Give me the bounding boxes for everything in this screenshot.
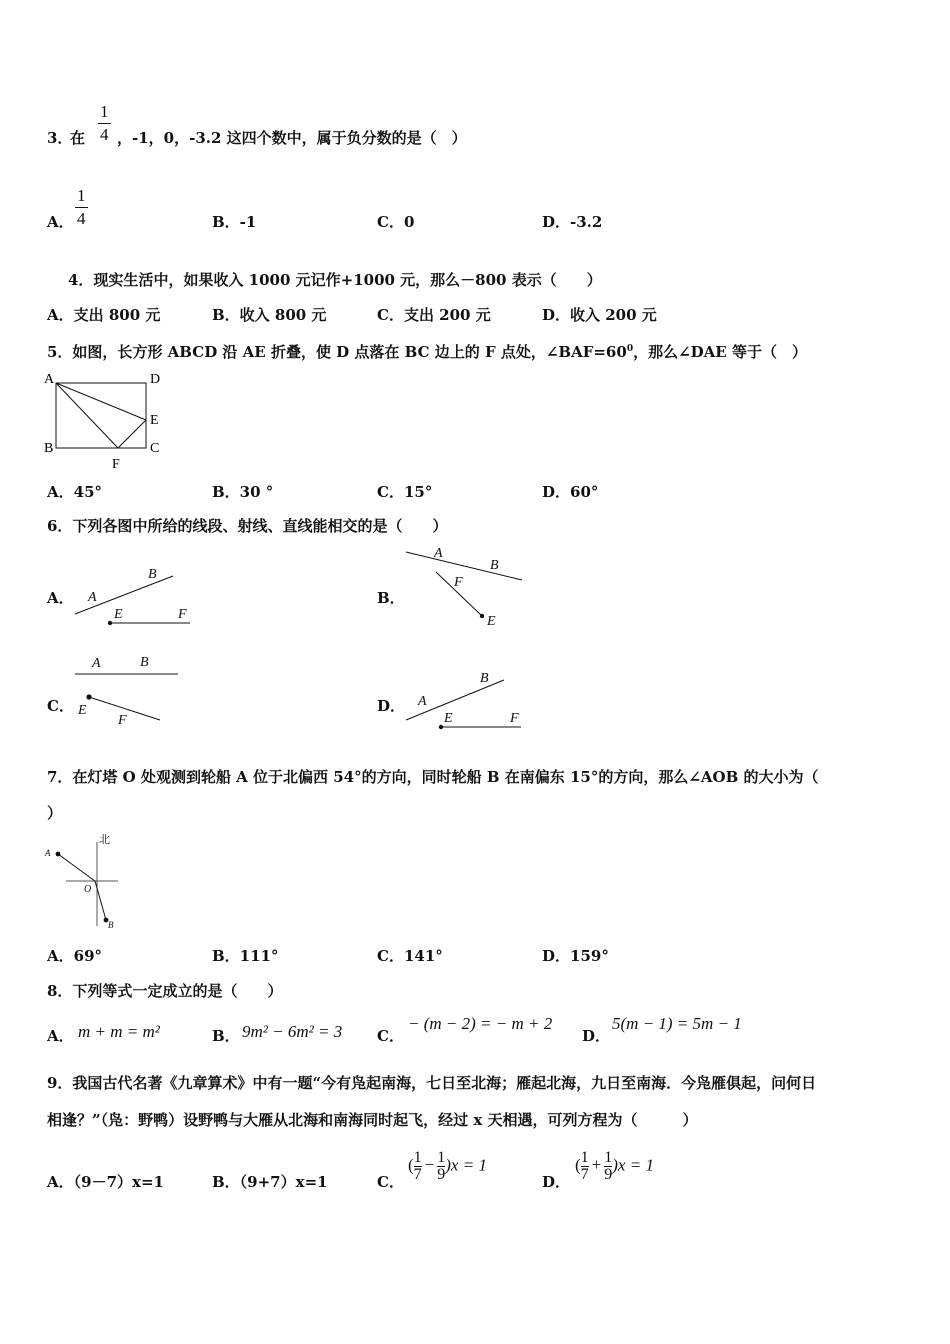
q9-c-frac1-num: 1 [413,1149,422,1166]
q5-option-b: B．30 ° [212,483,274,501]
q7-option-b: B．111° [212,947,279,965]
q9-option-c-open: ( [408,1155,414,1175]
q6b-label-a: A [434,546,443,561]
q3-option-a-label: A． [47,213,74,231]
q5-label-d: D [150,372,161,387]
q5-rectangle-abcd [56,383,146,448]
q8-option-c-label: C． [377,1027,404,1045]
q5-stem [47,339,807,362]
q6b-label-b: B [490,558,499,573]
q8-option-a-label: A． [47,1027,74,1045]
q8-option-d-expr: 5(m − 1) = 5m − 1 [612,1014,742,1033]
q5-rectangle-figure [40,368,170,474]
q6d-label-e: E [444,711,453,726]
q6d-label-a: A [418,694,427,709]
q6c-label-e: E [78,703,87,718]
q6a-label-f: F [178,607,187,622]
q7-label-o: O [84,884,92,895]
q7-stem-cont: ） [47,804,63,822]
q9-option-d-frac-1 [581,1150,589,1183]
q8-option-b-expr: 9m² − 6m² = 3 [242,1022,343,1041]
q3-option-a-denominator: 4 [77,209,86,228]
q9-option-a: A．（9－7）x=1 [47,1173,164,1191]
q9-d-frac1-den: 7 [580,1166,589,1183]
q3-option-d: D．-3.2 [542,213,603,231]
q5-stem-tail: ，那么∠DAE 等于（ ） [633,343,807,361]
q6c-point-e [86,694,91,699]
q5-option-c: C．15° [377,483,433,501]
q3-fraction-numerator: 1 [98,101,111,124]
q7-point-a [56,852,61,857]
q5-label-b: B [44,441,54,456]
q9-stem-line1: 9．我国古代名著《九章算术》中有一题“今有凫起南海，七日至北海；雁起北海，九日至南海．今凫雁俱起，问何日 [47,1074,817,1092]
q3-fraction-denominator: 4 [100,125,109,144]
q6c-label-a: A [92,656,101,671]
q5-label-e: E [150,413,159,428]
q6-option-c-figure [70,648,190,728]
q9-option-c-label: C． [377,1173,404,1191]
q6b-line-ab [406,552,522,580]
q8-option-b-label: B． [212,1027,240,1045]
q5-line-fe [118,420,146,448]
q4-option-d: D．收入 200 元 [542,306,657,324]
q9-option-b: B．（9+7）x=1 [212,1173,328,1191]
q8-option-d-label: D． [582,1027,611,1045]
q6-option-d-figure [400,668,530,734]
q3-option-b: B．-1 [212,213,257,231]
q3-option-a-numerator: 1 [75,185,88,208]
q9-c-frac2-num: 1 [437,1149,446,1166]
q7-stem: 7．在灯塔 O 处观测到轮船 A 位于北偏西 54°的方向，同时轮船 B 在南偏东 15°的方向，那么∠AOB 的大小为（ [47,768,819,786]
q9-option-d-op: + [591,1155,602,1175]
q7-option-a: A．69° [47,947,103,965]
q6b-label-f: F [454,575,463,590]
q6a-label-e: E [114,607,123,622]
q6c-label-b: B [140,655,149,670]
q7-compass-figure [40,830,130,932]
q6-option-b-figure [400,542,530,632]
q6a-point-e [108,621,112,625]
q9-option-c-op: − [424,1155,435,1175]
q6-option-a-figure [70,562,200,632]
q4-option-b: B．收入 800 元 [212,306,327,324]
q6-stem: 6．下列各图中所给的线段、射线、直线能相交的是（ ） [47,517,448,535]
q6b-label-e: E [487,614,496,629]
q9-c-frac2-den: 9 [437,1166,446,1183]
q8-option-a-expr: m + m = m² [78,1022,160,1041]
q9-d-frac1-num: 1 [580,1149,589,1166]
q6-option-c-label: C． [47,697,74,715]
q8-stem: 8．下列等式一定成立的是（ ） [47,982,283,1000]
q6-option-b-label: B． [377,589,405,607]
q9-c-frac1-den: 7 [413,1166,422,1183]
q9-option-c-frac-1 [414,1150,422,1183]
q6-option-a-label: A． [47,589,74,607]
q7-option-c: C．141° [377,947,443,965]
q7-label-b: B [108,920,114,930]
q9-option-d-open: ( [575,1155,581,1175]
q3-lead: 在 [70,129,86,147]
q6d-label-f: F [510,711,519,726]
q6b-point-e [480,614,484,618]
q7-label-a: A [45,848,51,858]
q5-line-af [56,383,118,448]
q5-label-c: C [150,441,160,456]
q3-option-a-fraction [75,185,88,230]
q6a-label-b: B [148,567,157,582]
q8-option-c-expr: − (m − 2) = − m + 2 [408,1014,553,1033]
q9-option-d-label: D． [542,1173,571,1191]
q6a-label-a: A [88,590,97,605]
q6c-label-f: F [118,713,127,728]
q7-ray-oa [58,854,95,881]
q5-option-d: D．60° [542,483,599,501]
q9-option-d-expr [575,1150,654,1183]
q4-option-c: C．支出 200 元 [377,306,491,324]
q9-option-c-tail: )x = 1 [445,1155,487,1175]
q3-fraction [98,101,111,146]
q9-option-d-tail: )x = 1 [612,1155,654,1175]
q4-option-a: A．支出 800 元 [47,306,161,324]
q7-option-d: D．159° [542,947,609,965]
q5-option-a: A．45° [47,483,103,501]
q5-fold-line-ae [56,383,146,420]
q3-stem: ，-1，0，-3.2 这四个数中，属于负分数的是（ ） [117,129,467,147]
q3-number: 3． [47,129,73,147]
q5-stem-text: 5．如图，长方形 ABCD 沿 AE 折叠，使 D 点落在 BC 边上的 F 点处，∠BAF=60 [47,343,627,361]
q6d-point-e [439,725,443,729]
q6-option-d-label: D． [377,697,406,715]
q5-stem-degree-sup: 0 [626,344,634,354]
q9-option-c-expr [408,1150,487,1183]
q5-label-a: A [44,372,55,387]
q7-north-label: 北 [99,834,110,846]
q9-stem-line2: 相逢？”（凫：野鸭）设野鸭与大雁从北海和南海同时起飞，经过 x 天相遇，可列方程为（ ） [47,1111,698,1129]
q9-d-frac2-den: 9 [604,1166,613,1183]
q4-stem: 4．现实生活中，如果收入 1000 元记作+1000 元，那么－800 表示（ ） [68,271,602,289]
q3-option-c: C．0 [377,213,415,231]
q9-d-frac2-num: 1 [604,1149,613,1166]
q6d-label-b: B [480,671,489,686]
q5-label-f: F [112,457,120,472]
